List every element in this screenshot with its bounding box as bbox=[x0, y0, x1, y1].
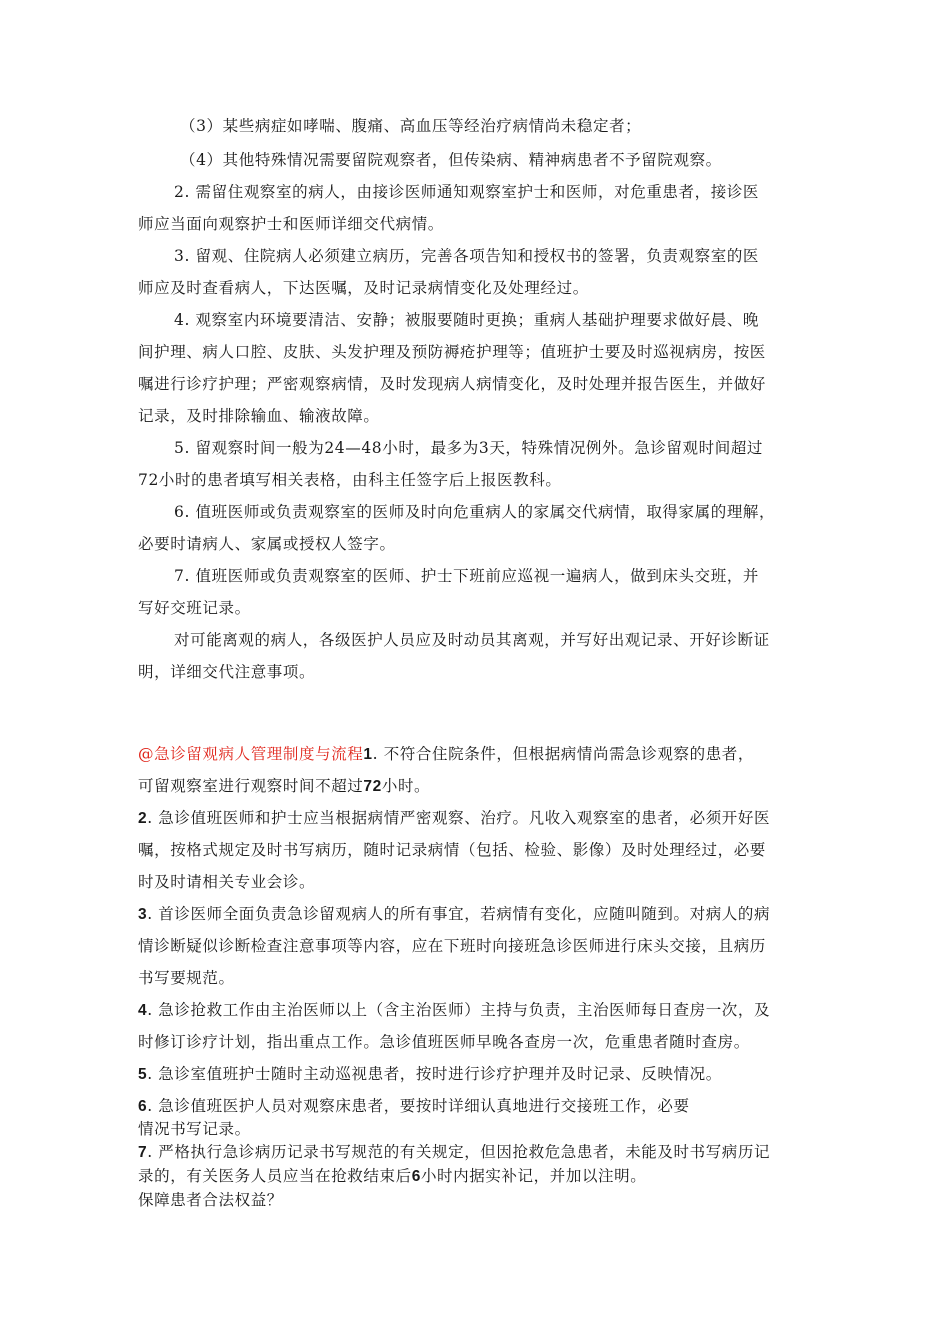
item-3-text-1: . 首诊医师全面负责急诊留观病人的所有事宜，若病情有变化，应随叫随到。对病人的病 bbox=[147, 905, 771, 923]
paragraph-item-2-line-2: 师应当面向观察护士和医师详细交代病情。 bbox=[138, 215, 444, 233]
item-6-line-2: 情况书写记录。 bbox=[138, 1120, 251, 1138]
paragraph-closing-line-2: 明，详细交代注意事项。 bbox=[138, 663, 316, 681]
item-3-line-1 bbox=[138, 898, 770, 931]
item-2-line-3: 时及时请相关专业会诊。 bbox=[138, 873, 316, 891]
item-number-4: 4 bbox=[138, 1002, 148, 1019]
paragraph-item-3-line-2: 师应及时查看病人，下达医嘱，及时记录病情变化及处理经过。 bbox=[138, 279, 589, 297]
item-number-1: 1 bbox=[363, 746, 373, 763]
item-7-text-2: 录的，有关医务人员应当在抢救结束后 bbox=[138, 1167, 412, 1185]
closing-question: 保障患者合法权益？ bbox=[138, 1191, 283, 1209]
paragraph-item-4-line-1: 4. 观察室内环境要清洁、安静；被服要随时更换；重病人基础护理要求做好晨、晚 bbox=[174, 311, 760, 329]
paragraph-item-4-line-3: 嘱进行诊疗护理；严密观察病情，及时发现病人病情变化，及时处理并报告医生，并做好 bbox=[138, 375, 766, 393]
item-3-line-3: 书写要规范。 bbox=[138, 969, 235, 987]
item-4-line-2: 时修订诊疗计划，指出重点工作。急诊值班医师早晚各查房一次，危重患者随时查房。 bbox=[138, 1033, 750, 1051]
paragraph-closing-line-1: 对可能离观的病人，各级医护人员应及时动员其离观，并写好出观记录、开好诊断证 bbox=[174, 631, 770, 649]
item-number-6: 6 bbox=[138, 1098, 148, 1115]
item-7-text-1: . 严格执行急诊病历记录书写规范的有关规定，但因抢救危急患者，未能及时书写病历记 bbox=[147, 1143, 771, 1161]
item-4-text-1: . 急诊抢救工作由主治医师以上（含主治医师）主持与负责，主治医师每日查房一次，及 bbox=[147, 1001, 771, 1019]
item-number-7: 7 bbox=[138, 1144, 148, 1161]
item-2-text-1: . 急诊值班医师和护士应当根据病情严密观察、治疗。凡收入观察室的患者，必须开好医 bbox=[147, 809, 771, 827]
paragraph-item-5-line-2: 72小时的患者填写相关表格，由科主任签字后上报医教科。 bbox=[138, 471, 562, 489]
item-1-line-2-text: 可留观察室进行观察时间不超过 bbox=[138, 777, 364, 795]
item-number-2: 2 bbox=[138, 810, 148, 827]
paragraph-item-6-line-1: 6. 值班医师或负责观察室的医师及时向危重病人的家属交代病情，取得家属的理解， bbox=[174, 503, 776, 521]
section-heading-line bbox=[138, 738, 754, 771]
paragraph-item-7-line-2: 写好交班记录。 bbox=[138, 599, 251, 617]
item-1-line-1: . 不符合住院条件，但根据病情尚需急诊观察的患者， bbox=[372, 745, 755, 763]
item-7-text-2-end: 小时内据实补记，并加以注明。 bbox=[420, 1167, 647, 1185]
item-number-3: 3 bbox=[138, 906, 148, 923]
item-3-line-2: 情诊断疑似诊断检查注意事项等内容，应在下班时向接班急诊医师进行床头交接，且病历 bbox=[138, 937, 766, 955]
item-7-line-2 bbox=[138, 1165, 646, 1188]
paragraph-item-7-line-1: 7. 值班医师或负责观察室的医师、护士下班前应巡视一遍病人，做到床头交班，并 bbox=[174, 567, 760, 585]
paragraph-item-4-line-4: 记录，及时排除输血、输液故障。 bbox=[138, 407, 380, 425]
item-7-hours: 6 bbox=[411, 1168, 421, 1185]
item-2-line-2: 嘱，按格式规定及时书写病历，随时记录病情（包括、检验、影像）及时处理经过，必要 bbox=[138, 841, 766, 859]
item-7-line-1 bbox=[138, 1141, 770, 1164]
paragraph-item-2-line-1: 2. 需留住观察室的病人，由接诊医师通知观察室护士和医师，对危重患者，接诊医 bbox=[174, 183, 760, 201]
paragraph-item-4-paren: （4）其他特殊情况需要留院观察者，但传染病、精神病患者不予留院观察。 bbox=[180, 151, 722, 169]
item-5-text-1: . 急诊室值班护士随时主动巡视患者，按时进行诊疗护理并及时记录、反映情况。 bbox=[147, 1065, 722, 1083]
paragraph-item-5-line-1: 5. 留观察时间一般为24—48小时，最多为3天，特殊情况例外。急诊留观时间超过 bbox=[174, 439, 764, 457]
item-6-text-1: . 急诊值班医护人员对观察床患者，要按时详细认真地进行交接班工作，必要 bbox=[147, 1097, 690, 1115]
paragraph-item-6-line-2: 必要时请病人、家属或授权人签字。 bbox=[138, 535, 396, 553]
paragraph-item-3-line-1: 3. 留观、住院病人必须建立病历，完善各项告知和授权书的签署，负责观察室的医 bbox=[174, 247, 760, 265]
item-2-line-1 bbox=[138, 802, 770, 835]
section-title-at: @ bbox=[138, 745, 155, 763]
item-5-line-1 bbox=[138, 1058, 722, 1091]
paragraph-item-3-paren: （3）某些病症如哮喘、腹痛、高血压等经治疗病情尚未稳定者； bbox=[180, 117, 642, 135]
paragraph-item-4-line-2: 间护理、病人口腔、皮肤、头发护理及预防褥疮护理等；值班护士要及时巡视病房，按医 bbox=[138, 343, 766, 361]
item-1-line-2 bbox=[138, 770, 430, 803]
item-1-hours: 72 bbox=[363, 778, 382, 795]
item-1-line-2-end: 小时。 bbox=[381, 777, 431, 795]
section-title: 急诊留观病人管理制度与流程 bbox=[154, 745, 364, 763]
item-4-line-1 bbox=[138, 994, 770, 1027]
item-number-5: 5 bbox=[138, 1066, 148, 1083]
